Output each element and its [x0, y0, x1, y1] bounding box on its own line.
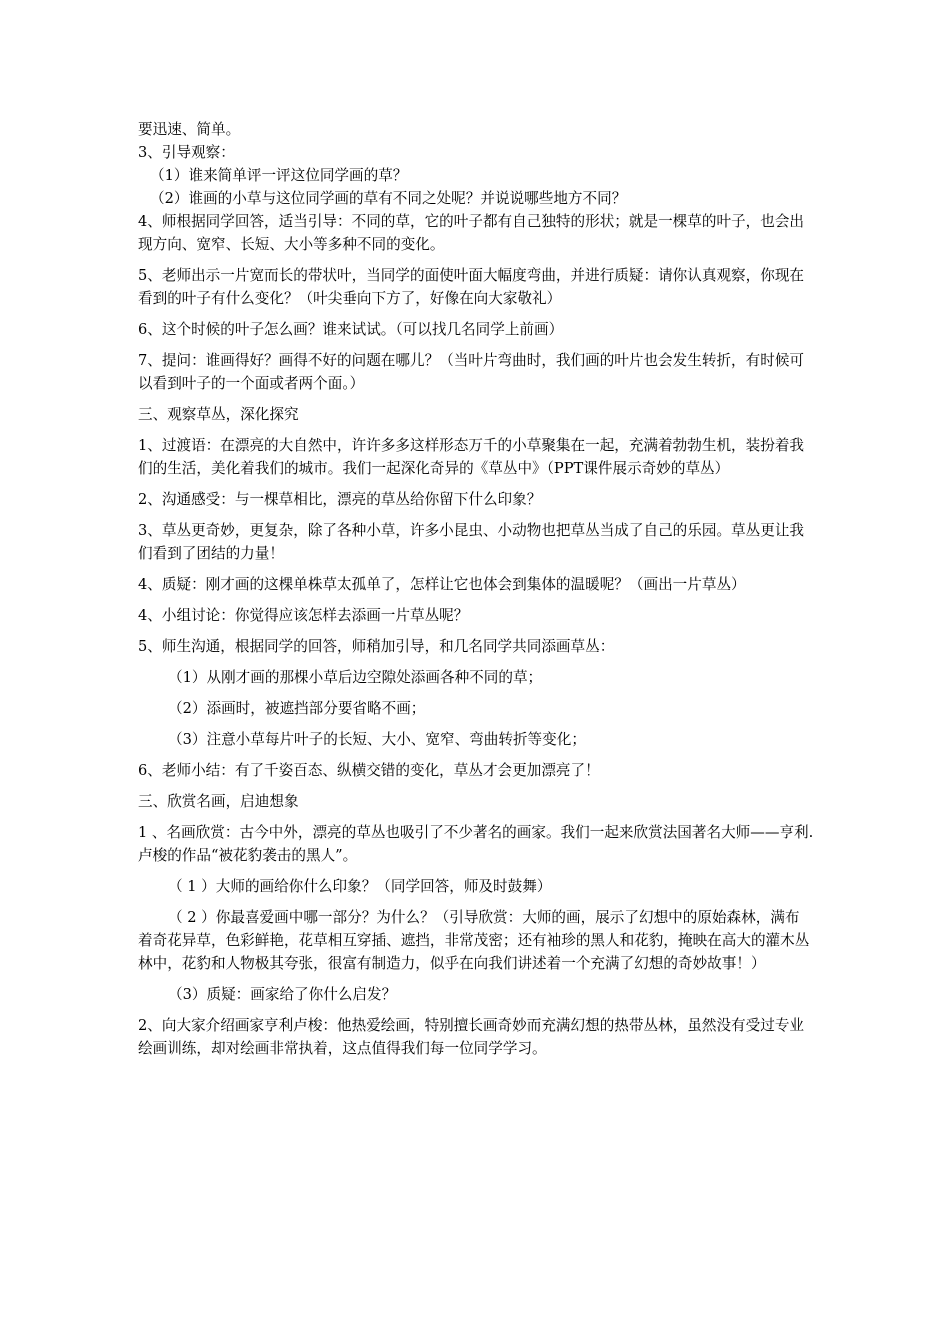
step-2-feeling: 2、沟通感受：与一棵草相比，漂亮的草丛给你留下什么印象？: [138, 491, 542, 508]
step-1-masterpiece: 1 、名画欣赏：古今中外，漂亮的草丛也吸引了不少著名的画家。我们一起来欣赏法国著名大师——亨利.卢梭的作品“被花豹袭击的黑人”。: [138, 824, 814, 864]
step-4-teacher-guide: 4、师根据同学回答，适当引导：不同的草，它的叶子都有自己独特的形状；就是一棵草的叶子，也会出现方向、宽窄、长短、大小等多种不同的变化。: [138, 213, 805, 253]
step-1-transition: 1、过渡语：在漂亮的大自然中，许许多多这样形态万千的小草聚集在一起，充满着勃勃生机，装扮着我们的生活，美化着我们的城市。我们一起深化奇异的《草丛中》（PPT课件展示奇妙的草丛）: [138, 437, 805, 477]
section-heading-appreciate: 三、欣赏名画，启迪想象: [138, 793, 299, 810]
masterpiece-question-3: （3）质疑：画家给了你什么启发？: [168, 986, 397, 1003]
sub-step-2: （2）添画时，被遮挡部分要省略不画；: [168, 700, 426, 717]
masterpiece-question-1: （ 1 ）大师的画给你什么印象？（同学回答，师及时鼓舞）: [168, 878, 552, 895]
step-6-summary: 6、老师小结：有了千姿百态、纵横交错的变化，草丛才会更加漂亮了！: [138, 762, 600, 779]
section-heading-observe-grass: 三、观察草丛，深化探究: [138, 406, 299, 423]
masterpiece-question-2: （ 2 ）你最喜爱画中哪一部分？为什么？（引导欣赏：大师的画，展示了幻想中的原始森林，满布着奇花异草，色彩鲜艳，花草相互穿插、遮挡，非常茂密；还有袖珍的黑人和花豹，掩映在高大的灌木丛林中，花豹和人物极其夸张，很富有制造力，似乎在向我们讲述着一个充满了幻想的奇妙故事！）: [138, 909, 810, 972]
sub-question-1: （1）谁来简单评一评这位同学画的草？: [150, 167, 408, 184]
step-5-communicate: 5、师生沟通，根据同学的回答，师稍加引导，和几名同学共同添画草丛：: [138, 638, 615, 655]
document-body: [138, 118, 814, 1060]
step-4-question: 4、质疑：刚才画的这棵单株草太孤单了，怎样让它也体会到集体的温暖呢？（画出一片草丛）: [138, 576, 746, 593]
sub-step-3: （3）注意小草每片叶子的长短、大小、宽窄、弯曲转折等变化；: [168, 731, 586, 748]
step-7-question: 7、提问：谁画得好？画得不好的问题在哪儿？（当叶片弯曲时，我们画的叶片也会发生转折，有时候可以看到叶子的一个面或者两个面。）: [138, 352, 805, 392]
sub-question-2: （2）谁画的小草与这位同学画的草有不同之处呢？并说说哪些地方不同？: [150, 190, 627, 207]
step-3-grass-wonder: 3、草丛更奇妙，更复杂，除了各种小草，许多小昆虫、小动物也把草丛当成了自己的乐园。草丛更让我们看到了团结的力量！: [138, 522, 805, 562]
step-3-guide-observe: 3、引导观察：: [138, 144, 235, 161]
step-4-group-discuss: 4、小组讨论：你觉得应该怎样去添画一片草丛呢？: [138, 607, 469, 624]
step-5-show-leaf: 5、老师出示一片宽而长的带状叶，当同学的面使叶面大幅度弯曲，并进行质疑：请你认真观察，你现在看到的叶子有什么变化？（叶尖垂向下方了，好像在向大家敬礼）: [138, 267, 805, 307]
paragraph-intro-end: 要迅速、简单。: [138, 121, 241, 138]
step-2-introduce-painter: 2、向大家介绍画家亨利卢梭：他热爱绘画，特别擅长画奇妙而充满幻想的热带丛林，虽然没有受过专业绘画训练，却对绘画非常执着，这点值得我们每一位同学学习。: [138, 1017, 805, 1057]
sub-step-1: （1）从刚才画的那棵小草后边空隙处添画各种不同的草；: [168, 669, 543, 686]
step-6-how-to-draw: 6、这个时候的叶子怎么画？谁来试试。（可以找几名同学上前画）: [138, 321, 564, 338]
